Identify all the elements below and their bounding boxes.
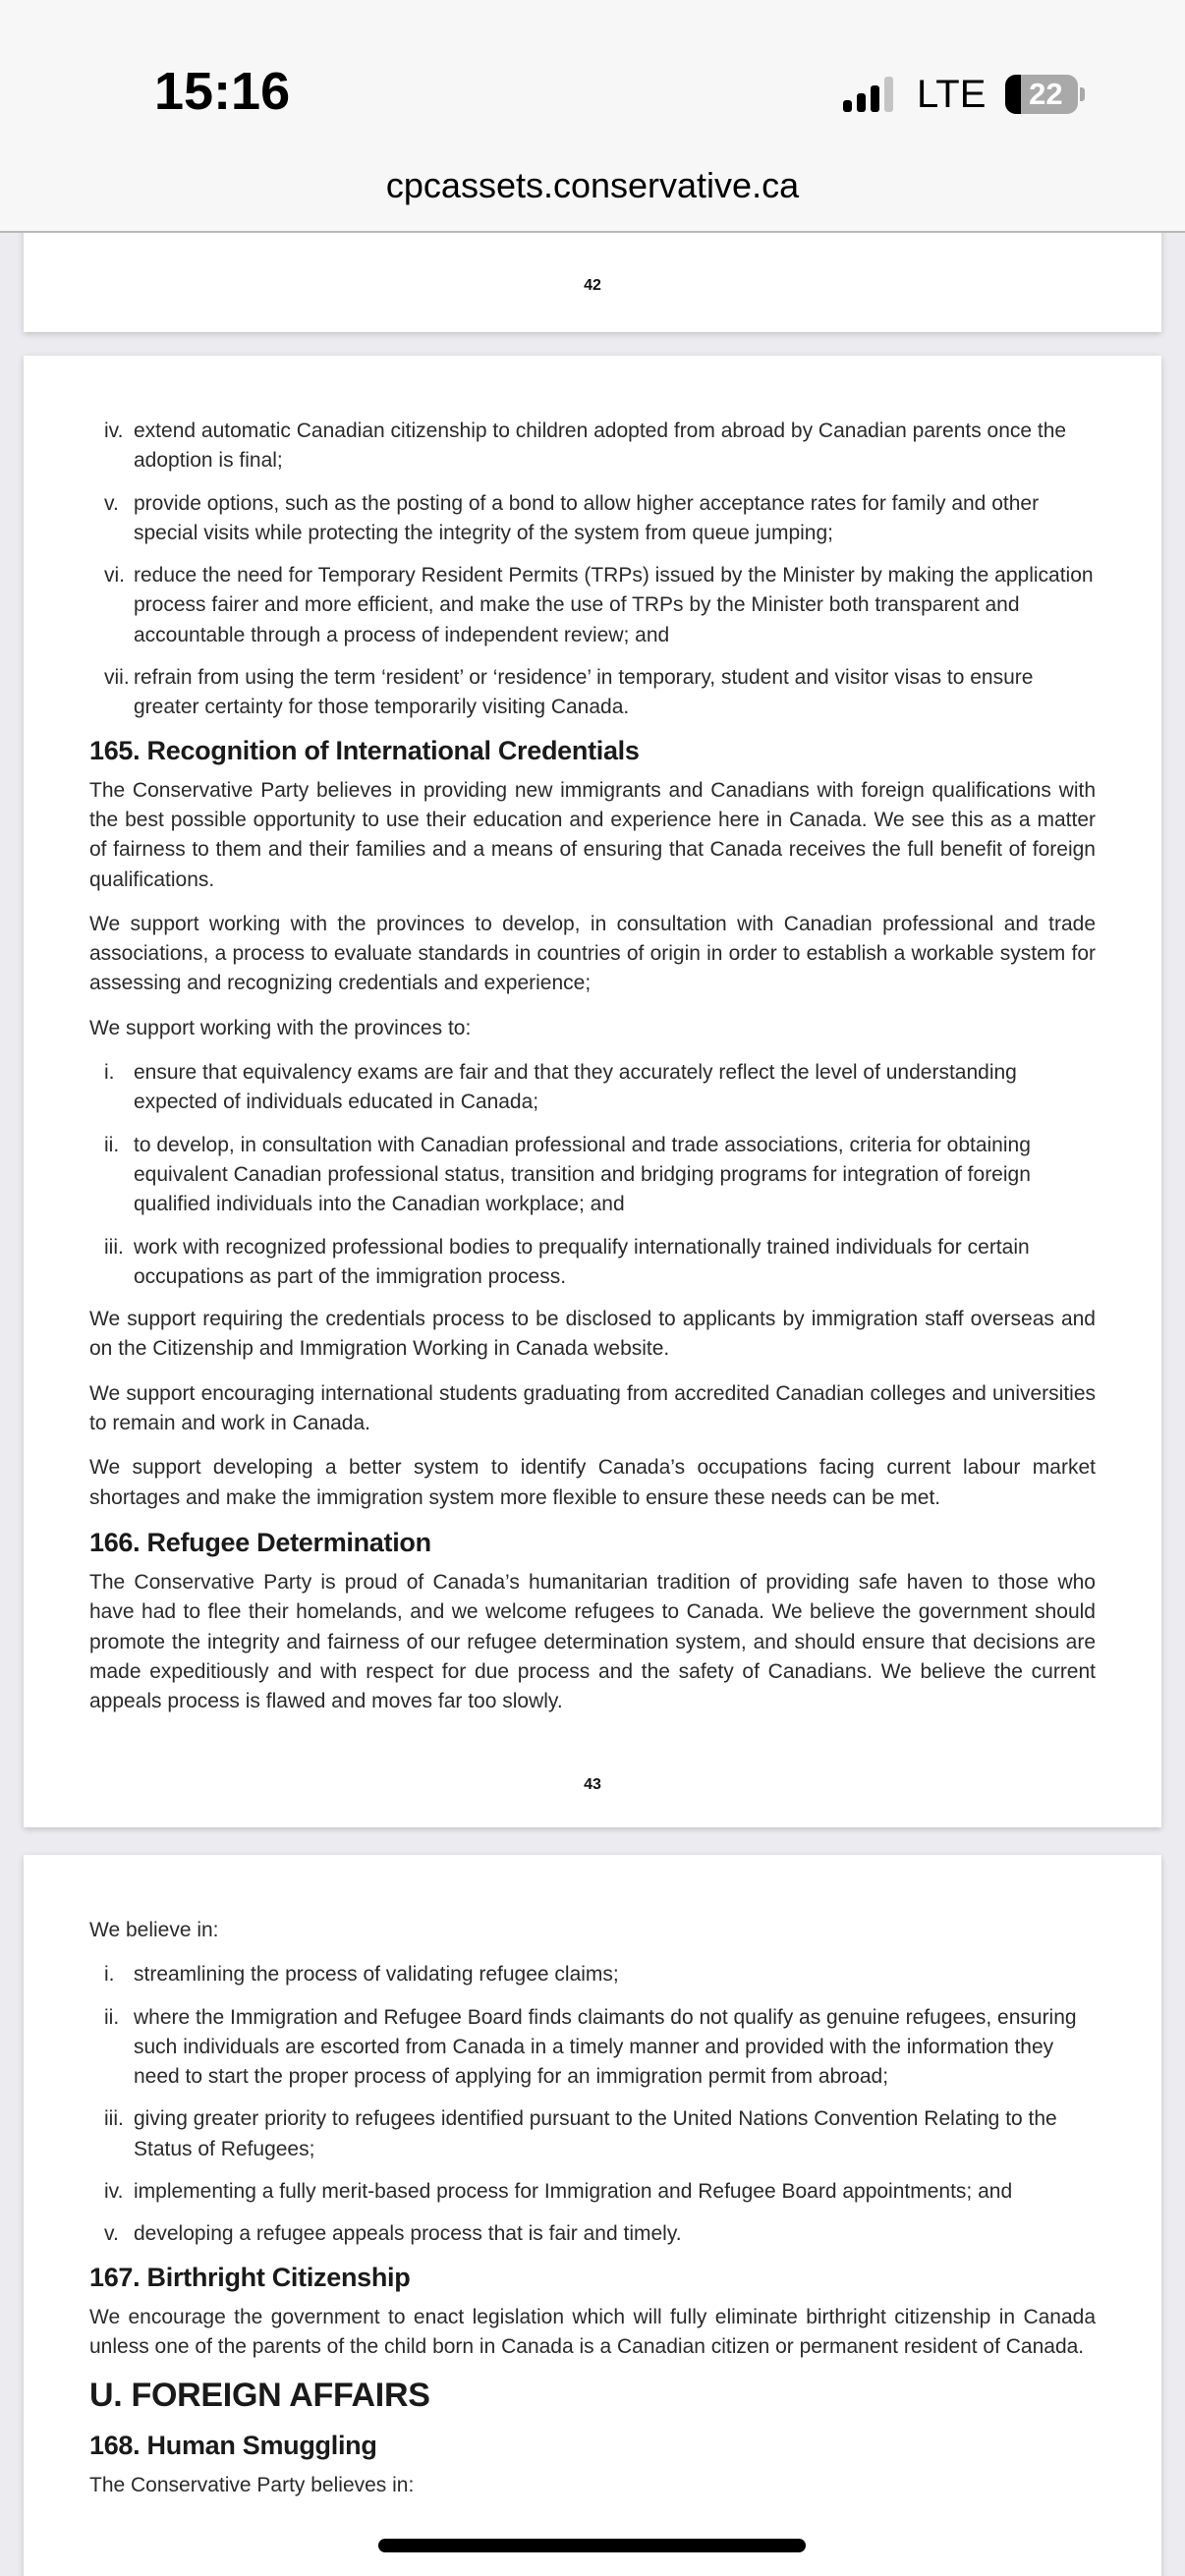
status-time: 15:16 [154, 62, 291, 121]
battery-level: 22 [1029, 77, 1063, 111]
pdf-page-43 [24, 356, 1161, 1827]
pdf-page-44 [24, 1855, 1161, 2576]
battery-icon [1005, 75, 1078, 114]
list-item: i. streamlining the process of validating refugee claims; [104, 1963, 619, 1987]
list-item: iii. work with recognized professional bodies to prequalify internationally trained individuals for certain occupations as part of the immigration process. [104, 1235, 1030, 1288]
section-heading-166: 166. Refugee Determination [89, 1527, 431, 1557]
home-indicator[interactable] [378, 2539, 806, 2552]
page-number: 42 [584, 277, 601, 294]
page-content [89, 417, 1096, 1731]
browser-top-bar [0, 0, 1185, 233]
paragraph: We support developing a better system to identify Canada’s occupations facing current labour market shortages and make the immigration system more flexible to ensure these needs can be met. [89, 1456, 1096, 1509]
list-item: ii. to develop, in consultation with Canadian professional and trade associations, criteria for obtaining equivalent Canadian professional status, transition and bridging programs for integration of foreign qualified individuals into the Canadian workplace; and [104, 1133, 1031, 1216]
list-item: iv. extend automatic Canadian citizenship to children adopted from abroad by Canadian parents once the adoption is final; [104, 420, 1067, 473]
list-item: vii. refrain from using the term ‘resident’ or ‘residence’ in temporary, student and visitor visas to ensure greater certainty for those temporarily visiting Canada. [104, 666, 1034, 719]
chapter-heading-foreign-affairs: U. FOREIGN AFFAIRS [89, 2377, 430, 2415]
list-item: vi. reduce the need for Temporary Resident Permits (TRPs) issued by the Minister by making the application process fairer and more efficient, and make the use of TRPs by the Minister both transparent and accountable through a process of independent review; and [104, 564, 1094, 646]
paragraph: The Conservative Party is proud of Canada’s humanitarian tradition of providing safe haven to those who have had to flee their homelands, and we welcome refugees to Canada. We believe the government should promote the integrity and fairness of our refugee determination system, and should ensure that decisions are made expeditiously and with respect for due process and the safety of Canadians. We believe the current appeals process is flawed and moves far too slowly. [89, 1570, 1096, 1713]
list-item: v. developing a refugee appeals process that is fair and timely. [104, 2222, 682, 2246]
paragraph: The Conservative Party believes in: [89, 2474, 415, 2497]
page-number: 43 [584, 1776, 601, 1793]
signal-strength-icon [843, 77, 893, 112]
paragraph: We support working with the provinces to: [89, 1016, 472, 1039]
list-item: iii. giving greater priority to refugees identified pursuant to the United Nations Convention Relating to the Status of Refugees; [104, 2107, 1057, 2160]
list-item: iv. implementing a fully merit-based process for Immigration and Refugee Board appointments; and [104, 2180, 1013, 2204]
section-heading-167: 167. Birthright Citizenship [89, 2262, 411, 2292]
section-heading-168: 168. Human Smuggling [89, 2431, 377, 2461]
paragraph: We support encouraging international students graduating from accredited Canadian colleges and universities to remain and work in Canada. [89, 1381, 1096, 1435]
list-item: ii. where the Immigration and Refugee Board finds claimants do not qualify as genuine refugees, ensuring such individuals are escorted from Canada in a timely manner and provided with the information they need to start the proper process of applying for an immigration permit from abroad; [104, 2005, 1077, 2089]
network-type: LTE [917, 72, 987, 116]
url-bar[interactable]: cpcassets.conservative.ca [385, 165, 800, 205]
battery-tip-icon [1080, 87, 1085, 101]
paragraph: We support working with the provinces to develop, in consultation with Canadian professional and trade associations, a process to evaluate standards in countries of origin in order to establish a workable system for assessing and recognizing credentials and experience; [89, 912, 1096, 995]
list-item: v. provide options, such as the posting of a bond to allow higher acceptance rates for family and other special visits while protecting the integrity of the system from queue jumping; [104, 491, 1040, 544]
paragraph: We support requiring the credentials process to be disclosed to applicants by immigration staff overseas and on the Citizenship and Immigration Working in Canada website. [89, 1308, 1096, 1361]
section-heading-165: 165. Recognition of International Credentials [89, 735, 640, 765]
list-item: i. ensure that equivalency exams are fair and that they accurately reflect the level of understanding expected of individuals educated in Canada; [104, 1061, 1017, 1114]
paragraph: We believe in: [89, 1919, 219, 1941]
paragraph: We encourage the government to enact legislation which will fully eliminate birthright citizenship in Canada unless one of the parents of the child born in Canada is a Canadian citizen or permanent resident of Canada. [89, 2305, 1096, 2358]
status-indicators [843, 72, 1085, 116]
paragraph: The Conservative Party believes in providing new immigrants and Canadians with foreign qualifications with the best possible opportunity to use their education and experience here in Canada. We see this as a matter of fairness to them and their families and a means of ensuring that Canada receives the full benefit of foreign qualifications. [89, 778, 1096, 891]
page-content [89, 1916, 1096, 2516]
